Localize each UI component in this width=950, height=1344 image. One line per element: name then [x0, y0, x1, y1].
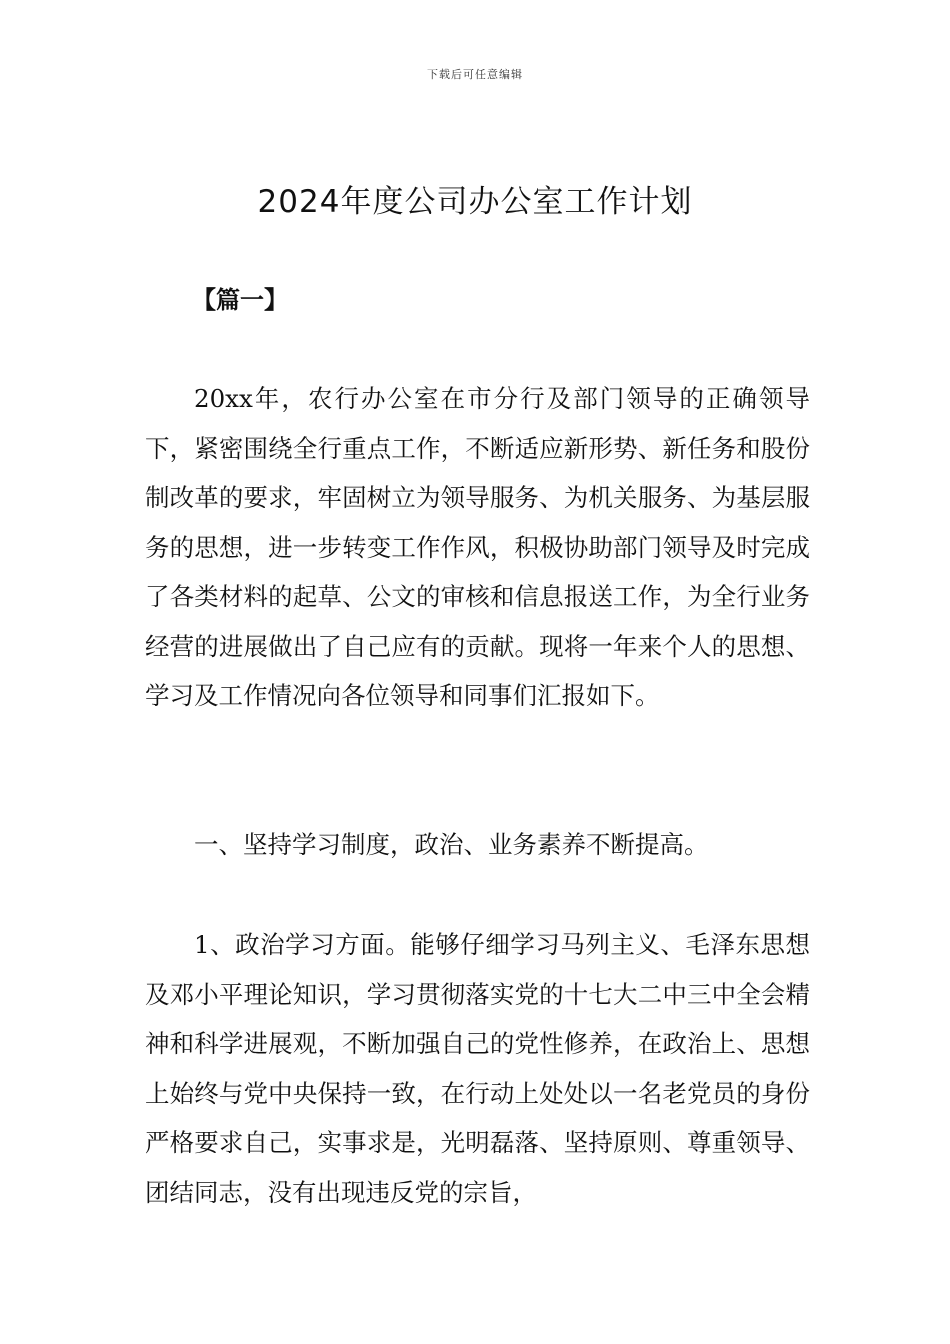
- section-label: 【篇一】: [192, 286, 288, 314]
- paragraph-political-study: 1、政治学习方面。能够仔细学习马列主义、毛泽东思想及邓小平理论知识，学习贯彻落实党的十七大二中三中全会精神和科学进展观，不断加强自己的党性修养，在政治上、思想上始终与党中央保持一致，在行动上处处以一名老党员的身份严格要求自己，实事求是，光明磊落、坚持原则、尊重领导、团结同志，没有出现违反党的宗旨，: [145, 930, 810, 1207]
- paragraph-intro: 20xx年，农行办公室在市分行及部门领导的正确领导下，紧密围绕全行重点工作，不断适应新形势、新任务和股份制改革的要求，牢固树立为领导服务、为机关服务、为基层服务的思想，进一步转变工作作风，积极协助部门领导及时完成了各类材料的起草、公文的审核和信息报送工作，为全行业务经营的进展做出了自己应有的贡献。现将一年来个人的思想、学习及工作情况向各位领导和同事们汇报如下。: [145, 384, 810, 710]
- paragraph-heading-one: 一、坚持学习制度，政治、业务素养不断提高。: [194, 830, 709, 859]
- page-header-note: 下载后可任意编辑: [427, 68, 523, 81]
- document-title: 2024年度公司办公室工作计划: [257, 184, 693, 220]
